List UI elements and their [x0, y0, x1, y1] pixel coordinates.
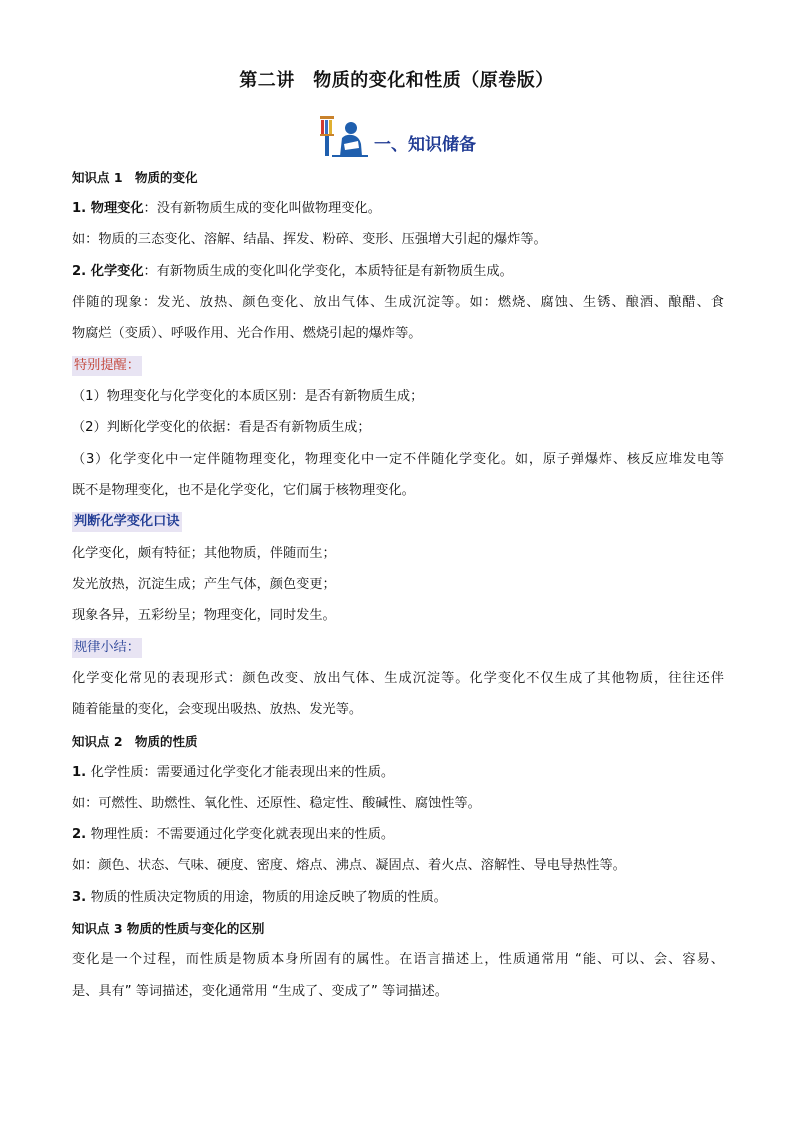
physical-property-example: 如：颜色、状态、气味、硬度、密度、熔点、沸点、凝固点、着火点、溶解性、导电导热性等。 — [72, 858, 626, 873]
property-use-statement — [72, 888, 724, 908]
summary-label: 规律小结： — [72, 638, 142, 658]
chemical-property-text: 化学性质：需要通过化学变化才能表现出来的性质。 — [90, 765, 395, 780]
section-title: 一、知识储备 — [374, 134, 476, 155]
rhyme-line-2: 发光放热，沉淀生成；产生气体，颜色变更； — [72, 577, 336, 592]
rhyme-line-1: 化学变化，颇有特征；其他物质，伴随而生； — [72, 546, 336, 561]
physical-property-text: 物理性质：不需要通过化学变化就表现出来的性质。 — [90, 827, 395, 842]
reminder-item-3-line-2: 既不是物理变化，也不是化学变化，它们属于核物理变化。 — [72, 483, 415, 498]
chemical-property-definition — [72, 763, 724, 783]
physical-change-example: 如：物质的三态变化、溶解、结晶、挥发、粉碎、变形、压强增大引起的爆炸等。 — [72, 232, 547, 247]
kp1-heading: 知识点 1 物质的变化 — [72, 170, 198, 185]
chemical-change-text: ：有新物质生成的变化叫化学变化，本质特征是有新物质生成。 — [143, 264, 513, 279]
page-title: 第二讲 物质的变化和性质（原卷版） — [239, 70, 554, 91]
rhyme-label-row — [72, 512, 724, 532]
kp2-heading: 知识点 2 物质的性质 — [72, 734, 198, 749]
kp3-text-line-2: 是、具有” 等词描述，变化通常用 “生成了、变成了” 等词描述。 — [72, 984, 448, 999]
physical-change-number: 1. — [72, 201, 91, 216]
summary-text-line-1: 化学变化常见的表现形式：颜色改变、放出气体、生成沉淀等。化学变化不仅生成了其他物质，往往还伴 — [72, 671, 724, 686]
chemical-change-definition — [72, 262, 724, 282]
physical-property-number: 2. — [72, 827, 91, 842]
reminder-item-3-line-1: （3）化学变化中一定伴随物理变化，物理变化中一定不伴随化学变化。如，原子弹爆炸、核反应堆发电等 — [72, 452, 724, 467]
summary-label-row — [72, 638, 724, 658]
section-header — [318, 112, 476, 160]
physical-property-definition — [72, 825, 724, 845]
chemical-change-term: 化学变化 — [90, 264, 144, 279]
reading-person-icon — [318, 114, 370, 158]
rhyme-label: 判断化学变化口诀 — [72, 512, 182, 532]
chemical-phenomena-line-2: 物腐烂（变质）、呼吸作用、光合作用、燃烧引起的爆炸等。 — [72, 326, 422, 341]
physical-change-term: 物理变化 — [90, 201, 144, 216]
reminder-label: 特别提醒： — [72, 356, 142, 376]
rhyme-line-3: 现象各异，五彩纷呈；物理变化，同时发生。 — [72, 608, 336, 623]
reminder-label-row — [72, 356, 724, 376]
kp3-text-line-1: 变化是一个过程，而性质是物质本身所固有的属性。在语言描述上，性质通常用 “能、可以、会、容易、 — [72, 952, 724, 967]
physical-change-definition — [72, 199, 724, 219]
physical-change-text: ：没有新物质生成的变化叫做物理变化。 — [143, 201, 381, 216]
property-use-text: 物质的性质决定物质的用途，物质的用途反映了物质的性质。 — [90, 890, 447, 905]
chemical-property-example: 如：可燃性、助燃性、氧化性、还原性、稳定性、酸碱性、腐蚀性等。 — [72, 796, 481, 811]
chemical-change-number: 2. — [72, 264, 91, 279]
chemical-phenomena-line-1: 伴随的现象：发光、放热、颜色变化、放出气体、生成沉淀等。如：燃烧、腐蚀、生锈、酿酒、酿醋、食 — [72, 295, 724, 310]
property-use-number: 3. — [72, 890, 91, 905]
kp3-heading: 知识点 3 物质的性质与变化的区别 — [72, 921, 265, 936]
chemical-property-number: 1. — [72, 765, 91, 780]
reminder-item-1: （1）物理变化与化学变化的本质区别：是否有新物质生成； — [72, 389, 424, 404]
reminder-item-2: （2）判断化学变化的依据：看是否有新物质生成； — [72, 420, 371, 435]
summary-text-line-2: 随着能量的变化，会变现出吸热、放热、发光等。 — [72, 702, 363, 717]
